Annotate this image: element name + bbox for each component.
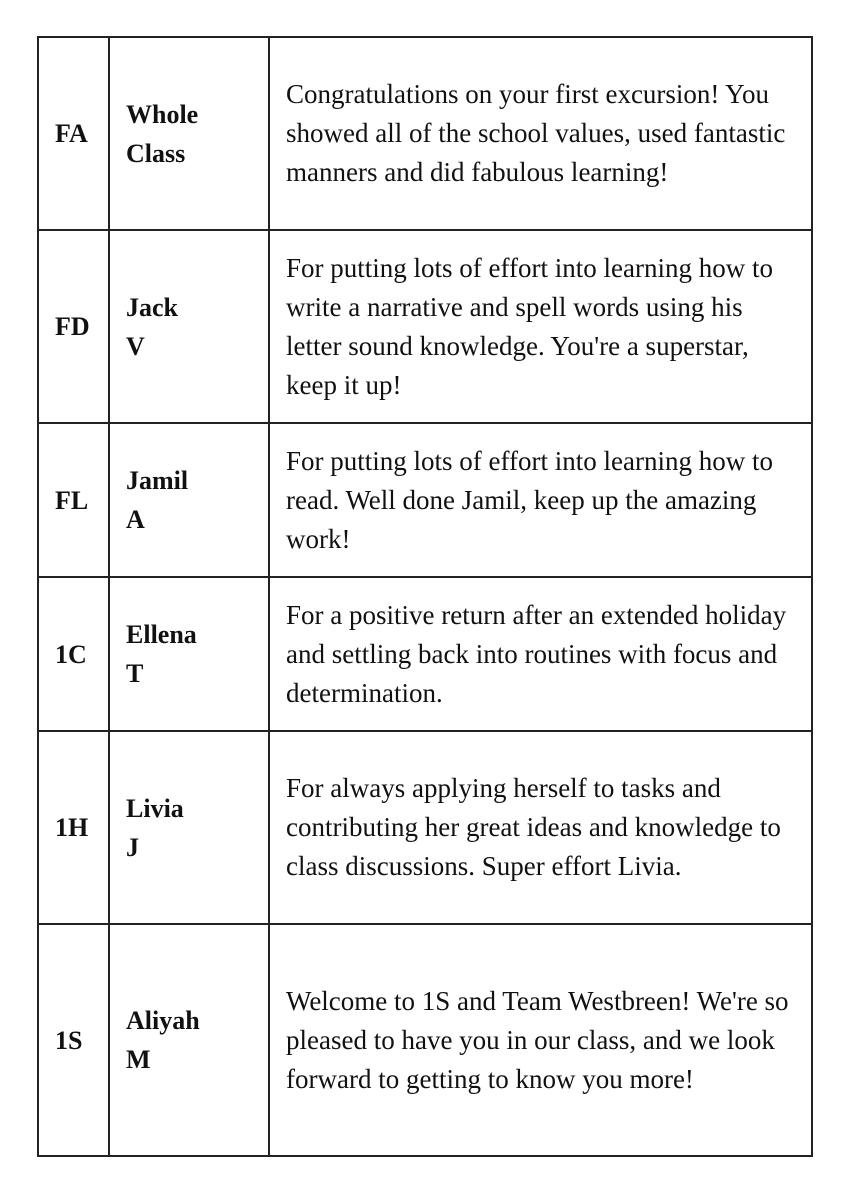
award-message-cell: Welcome to 1S and Team Westbreen! We're so pleased to have you in our class, and we look forward to getting to know you more! [269,924,812,1156]
student-name-line: Jamil [126,466,189,495]
student-name-line: Ellena [126,620,197,649]
student-name-line: Whole [126,99,199,129]
student-name-cell [109,37,269,230]
award-message-cell: Congratulations on your first excursion! You showed all of the school values, used fantastic manners and did fabulous learning! [269,37,812,230]
class-cell: 1H [38,731,109,924]
table-row [38,37,812,230]
class-cell: FA [38,37,109,230]
class-cell: 1S [38,924,109,1156]
student-name-line: V [126,331,145,361]
table-row [38,423,812,577]
table-row [38,230,812,423]
class-cell: FD [38,230,109,423]
student-name-line: Aliyah [126,1006,200,1035]
student-name-cell [109,731,269,924]
class-cell: FL [38,423,109,577]
class-cell: 1C [38,577,109,731]
table-row [38,924,812,1156]
student-name-line: T [126,659,144,688]
student-name-line: A [126,505,145,534]
student-name-cell [109,230,269,423]
student-name-line: Class [126,138,186,168]
table-row [38,577,812,731]
awards-table [37,36,813,1157]
award-message-cell: For always applying herself to tasks and contributing her great ideas and knowledge to class discussions. Super effort Livia. [269,731,812,924]
award-message-cell: For a positive return after an extended holiday and settling back into routines with focus and determination. [269,577,812,731]
student-name-cell [109,423,269,577]
student-name-line: Jack [126,292,178,322]
award-message-cell: For putting lots of effort into learning how to write a narrative and spell words using his letter sound knowledge. You're a superstar, keep it up! [269,230,812,423]
student-name-line: M [126,1045,151,1074]
student-name-cell [109,577,269,731]
student-name-line: Livia [126,793,184,823]
table-row [38,731,812,924]
award-message-cell: For putting lots of effort into learning how to read. Well done Jamil, keep up the amazing work! [269,423,812,577]
student-name-line: J [126,832,139,862]
student-name-cell [109,924,269,1156]
